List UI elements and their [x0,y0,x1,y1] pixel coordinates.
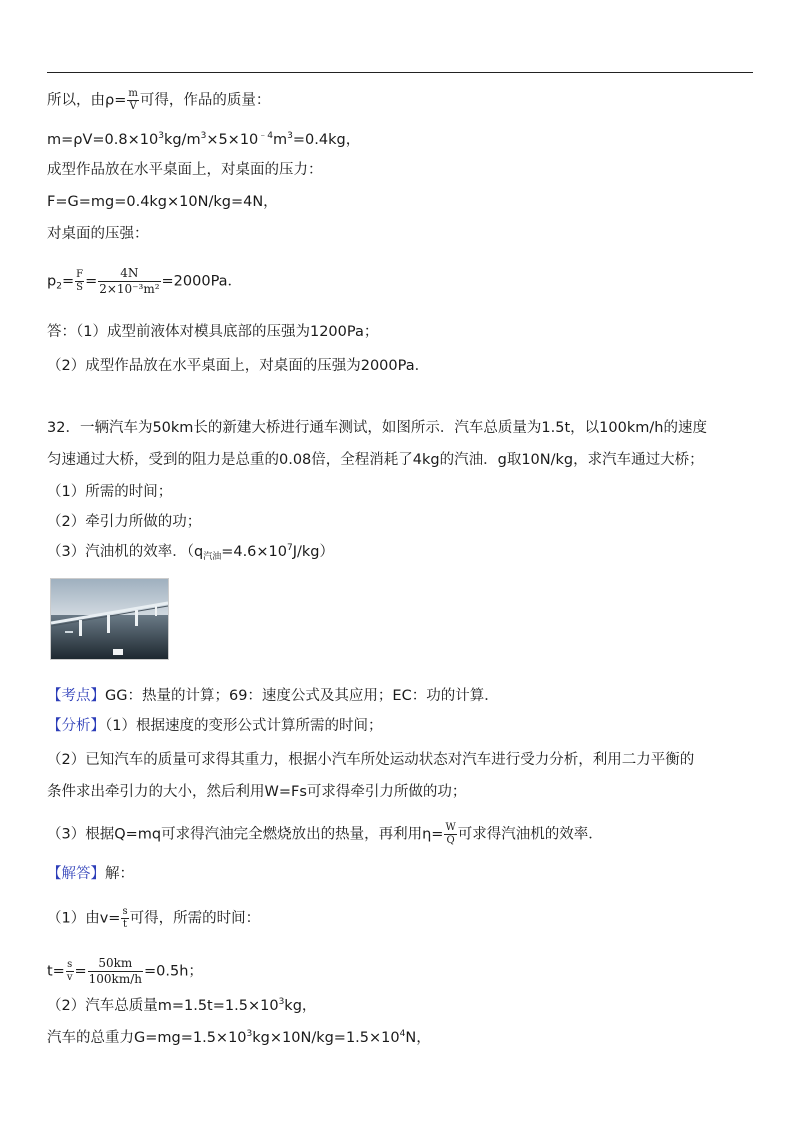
text: （3）根据Q=mq可求得汽油完全燃烧放出的热量，再利用η= [47,826,444,843]
text: 可得，作品的质量： [139,92,271,109]
denominator: 2×10⁻³m² [99,282,160,296]
text: （1）根据速度的变形公式计算所需的时间； [105,718,383,734]
fraction [121,906,128,931]
text: GG：热量的计算；69：速度公式及其应用；EC：功的计算． [105,688,499,704]
text-line: 条件求出牵引力的大小，然后利用W=Fs可求得牵引力所做的功； [47,784,467,800]
text: kg/m [163,132,201,148]
text-line [47,716,767,736]
text: = [61,273,75,290]
text-line [47,864,767,884]
numerator: m [128,88,138,99]
text-line: 对桌面的压强： [47,226,149,242]
subscript: 2 [56,281,62,292]
fraction [127,88,138,113]
header-rule [47,72,753,73]
question-line: （2）牵引力所做的功； [47,514,202,530]
text-line [47,322,767,342]
text: kg×10N/kg=1.5×10 [252,1030,400,1046]
text: （3）汽油机的效率．（q [47,544,204,560]
numerator: F [76,269,84,280]
superscript: 3 [246,1029,253,1039]
fraction [75,269,84,294]
text-line [47,996,767,1016]
numerator: 50km [88,956,143,972]
text: 汽车的总重力G=mg=1.5×10 [47,1030,247,1046]
fenxi-tag: 【分析】 [47,718,105,734]
text-line [47,822,767,847]
superscript: 3 [287,131,293,141]
text: 可求得汽油机的效率． [457,826,603,843]
bridge-photo [50,578,169,660]
text: ×5×10 [206,132,259,148]
text: 解： [105,866,134,882]
text-line [47,1028,767,1048]
numerator: 4N [98,266,160,282]
text: m [273,132,288,148]
question-line [47,542,767,562]
text: = [85,273,98,290]
text: =4.6×10 [221,544,288,560]
denominator: V [129,101,137,112]
fraction [444,822,456,847]
kaodian-tag: 【考点】 [47,688,105,704]
numerator: W [445,822,456,833]
question-line: 匀速通过大桥，受到的阻力是总重的0.08倍，全程消耗了4kg的汽油．g取10N/kg，求汽车通过大桥； [47,452,704,468]
text-line: （2）成型作品放在水平桌面上，对桌面的压强为2000Pa． [47,358,430,374]
text: 所以，由ρ= [47,92,127,109]
formula-line [47,266,767,297]
text-line: F=G=mg=0.4kg×10N/kg=4N， [47,194,278,210]
text: （1）由v= [47,910,121,927]
subscript: 汽油 [203,552,222,562]
superscript: 7 [287,543,293,553]
text: （2）汽车总质量m=1.5t=1.5×10 [47,998,279,1014]
text: J/kg） [292,544,335,560]
text-line: 成型作品放在水平桌面上，对桌面的压力： [47,162,323,178]
fraction [88,956,143,987]
fraction [98,266,160,297]
numerator: s [67,959,73,970]
jieda-tag: 【解答】 [47,866,105,882]
superscript: 3 [158,131,164,141]
superscript: ﹣4 [258,131,274,141]
denominator: t [123,919,128,930]
text-line [47,906,767,931]
denominator: 100km/h [88,972,142,986]
text: =0.5h； [143,963,203,980]
text-line [47,130,767,150]
superscript: 3 [278,997,285,1007]
fraction [66,959,74,984]
answer-label: 答： [47,324,76,340]
text: m=ρV=0.8×10 [47,132,159,148]
text-line [47,88,767,113]
text: （1）成型前液体对模具底部的压强为1200Pa； [76,324,379,340]
text: t= [47,963,65,980]
text: 可得，所需的时间： [129,910,261,927]
superscript: 3 [200,131,207,141]
text: =2000Pa． [161,273,243,290]
superscript: 4 [399,1029,406,1039]
denominator: Q [446,835,455,846]
question-line: （1）所需的时间； [47,484,173,500]
text: kg， [284,998,317,1014]
text: =0.4kg， [292,132,361,148]
question-line: 32．一辆汽车为50km长的新建大桥进行通车测试，如图所示．汽车总质量为1.5t，以100km/h的速度 [47,420,707,436]
formula-line [47,956,767,987]
numerator: s [122,906,128,917]
text: N， [405,1030,431,1046]
denominator: v [66,972,73,983]
text-line: （2）已知汽车的质量可求得其重力，根据小汽车所处运动状态对汽车进行受力分析，利用二力平衡的 [47,752,695,768]
text: = [74,963,87,980]
denominator: S [76,282,84,293]
text: p [47,273,57,290]
text-line [47,686,767,706]
